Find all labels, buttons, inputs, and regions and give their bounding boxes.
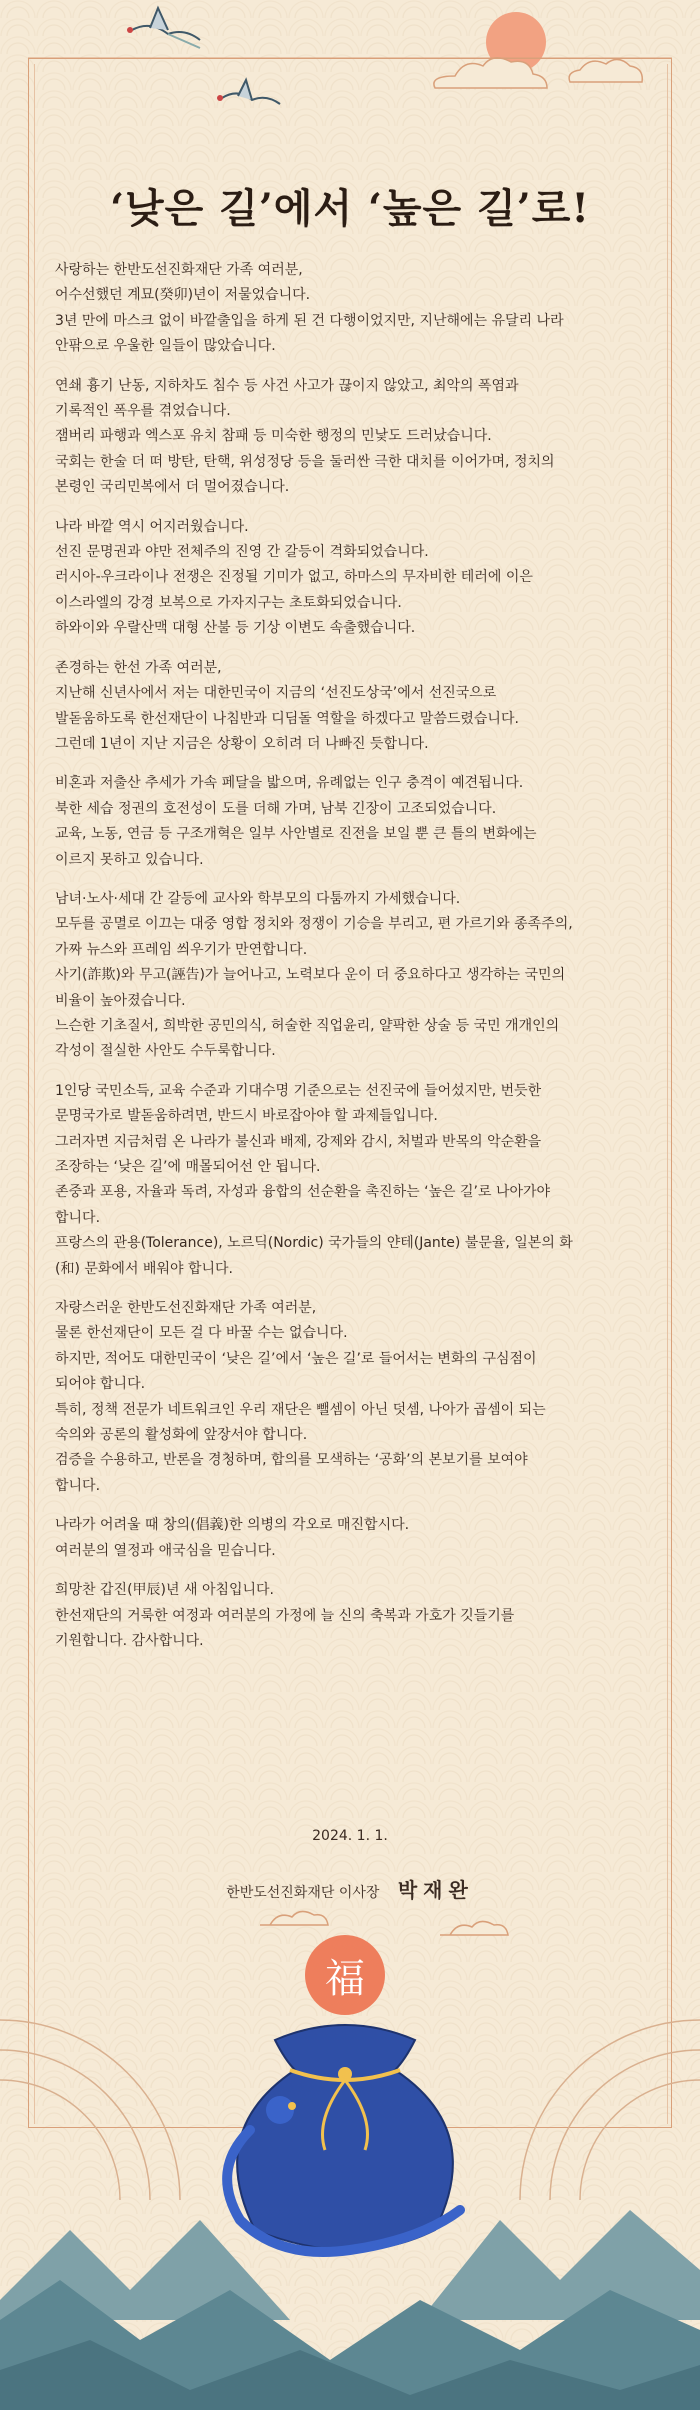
letter-line: 조장하는 ‘낮은 길’에 매몰되어선 안 됩니다. bbox=[55, 1159, 321, 1175]
letter-line: 숙의와 공론의 활성화에 앞장서야 합니다. bbox=[55, 1427, 308, 1444]
letter-line: 기록적인 폭우를 겪었습니다. bbox=[55, 403, 231, 420]
letter-line: 자랑스러운 한반도선진화재단 가족 여러분, bbox=[55, 1300, 317, 1317]
letter-line: 사기(詐欺)와 무고(誣告)가 늘어나고, 노력보다 운이 더 중요하다고 생각하는 국민의 bbox=[55, 967, 566, 984]
letter-line: 가짜 뉴스와 프레임 씌우기가 만연합니다. bbox=[55, 941, 308, 958]
letter-line: 기원합니다. 감사합니다. bbox=[55, 1632, 204, 1649]
letter-line: 검증을 수용하고, 반론을 경청하며, 합의를 모색하는 ‘공화’의 본보기를 보여야 bbox=[55, 1452, 528, 1469]
lucky-bag-icon bbox=[237, 2025, 453, 2250]
letter-line: 지난해 신년사에서 저는 대한민국이 지금의 ‘선진도상국’에서 선진국으로 bbox=[55, 685, 497, 702]
letter-line: 되어야 합니다. bbox=[55, 1376, 146, 1393]
letter-line: 희망찬 갑진(甲辰)년 새 아침입니다. bbox=[55, 1582, 275, 1599]
letter-line: 잼버리 파행과 엑스포 유치 참패 등 미숙한 행정의 민낯도 드러났습니다. bbox=[55, 428, 492, 445]
letter-line: 어수선했던 계묘(癸卯)년이 저물었습니다. bbox=[55, 287, 311, 304]
letter-paragraph bbox=[55, 887, 655, 1065]
letter-line: 합니다. bbox=[55, 1209, 101, 1226]
letter-line: 느슨한 기초질서, 희박한 공민의식, 허술한 직업윤리, 얄팍한 상술 등 국민 개개인의 bbox=[55, 1017, 560, 1034]
letter-date: 2024. 1. 1. bbox=[312, 1828, 388, 1844]
letter-paragraph bbox=[55, 771, 655, 873]
letter-line: 사랑하는 한반도선진화재단 가족 여러분, bbox=[55, 262, 303, 278]
letter-line: 비율이 높아졌습니다. bbox=[55, 992, 186, 1009]
letter-paragraph bbox=[55, 258, 655, 360]
letter-line: 합니다. bbox=[55, 1477, 101, 1494]
letter-line: 그런데 1년이 지난 지금은 상황이 오히려 더 나빠진 듯합니다. bbox=[55, 735, 429, 752]
letter-line: 여러분의 열정과 애국심을 믿습니다. bbox=[55, 1542, 276, 1559]
letter-line: 연쇄 흉기 난동, 지하차도 침수 등 사건 사고가 끊이지 않았고, 최악의 폭염과 bbox=[55, 377, 519, 394]
letter-line: 선진 문명권과 야만 전체주의 진영 간 갈등이 격화되었습니다. bbox=[55, 544, 429, 561]
letter-line: (和) 문화에서 배워야 합니다. bbox=[55, 1260, 233, 1277]
emblem-icon: 福 bbox=[325, 1956, 365, 2002]
letter-line: 나라가 어려울 때 창의(倡義)한 의병의 각오로 매진합시다. bbox=[55, 1517, 410, 1534]
letter-line: 안팎으로 우울한 일들이 많았습니다. bbox=[55, 338, 276, 355]
letter-paragraph bbox=[55, 1513, 655, 1564]
letter-body bbox=[55, 258, 655, 1668]
letter-line: 이르지 못하고 있습니다. bbox=[55, 851, 204, 868]
letter-paragraph bbox=[55, 1079, 655, 1282]
letter-line: 나라 바깥 역시 어지러웠습니다. bbox=[55, 518, 249, 535]
letter-line: 각성이 절실한 사안도 수두룩합니다. bbox=[55, 1043, 276, 1060]
letter-paragraph bbox=[55, 374, 655, 501]
letter-line: 한선재단의 거룩한 여정과 여러분의 가정에 늘 신의 축복과 가호가 깃들기를 bbox=[55, 1607, 515, 1624]
letter-line: 존중과 포용, 자율과 독려, 자성과 융합의 선순환을 촉진하는 ‘높은 길’로 나아가야 bbox=[55, 1184, 551, 1201]
letter-line: 본령인 국리민복에서 더 멀어졌습니다. bbox=[55, 479, 290, 496]
crane-icon bbox=[127, 8, 200, 48]
letter-line: 교육, 노동, 연금 등 구조개혁은 일부 사안별로 진전을 보일 뿐 큰 틀의 변화에는 bbox=[55, 826, 537, 843]
letter-paragraph bbox=[55, 515, 655, 642]
letter-line: 물론 한선재단이 모든 걸 다 바꿀 수는 없습니다. bbox=[55, 1325, 348, 1342]
letter-line: 프랑스의 관용(Tolerance), 노르딕(Nordic) 국가들의 얀테(Jante) 불문율, 일본의 화 bbox=[55, 1235, 573, 1252]
bottom-decoration bbox=[0, 1890, 700, 2410]
letter-line: 하와이와 우랄산맥 대형 산불 등 기상 이변도 속출했습니다. bbox=[55, 620, 416, 637]
letter-line: 3년 만에 마스크 없이 바깥출입을 하게 된 건 다행이었지만, 지난해에는 유달리 나라 bbox=[55, 312, 564, 329]
letter-line: 1인당 국민소득, 교육 수준과 기대수명 기준으로는 선진국에 들어섰지만, 번듯한 bbox=[55, 1082, 542, 1099]
letter-line: 모두를 공멸로 이끄는 대중 영합 정치와 정쟁이 기승을 부리고, 편 가르기와 종족주의, bbox=[55, 916, 573, 933]
letter-line: 하지만, 적어도 대한민국이 ‘낮은 길’에서 ‘높은 길’로 들어서는 변화의 구심점이 bbox=[55, 1350, 537, 1367]
letter-line: 그러자면 지금처럼 온 나라가 불신과 배제, 강제와 감시, 처벌과 반목의 악순환을 bbox=[55, 1133, 542, 1150]
signature-title: 한반도선진화재단 이사장 bbox=[226, 1885, 380, 1901]
letter-paragraph bbox=[55, 1296, 655, 1499]
letter-paragraph bbox=[55, 1578, 655, 1654]
letter-line: 문명국가로 발돋움하려면, 반드시 바로잡아야 할 과제들입니다. bbox=[55, 1108, 438, 1125]
letter-line: 러시아-우크라이나 전쟁은 진정될 기미가 없고, 하마스의 무자비한 테러에 이은 bbox=[55, 569, 533, 586]
letter-line: 특히, 정책 전문가 네트워크인 우리 재단은 뺄셈이 아닌 덧셈, 나아가 곱셈이 되는 bbox=[55, 1401, 546, 1418]
cloud-icon bbox=[260, 1911, 508, 1935]
letter-line: 남녀·노사·세대 간 갈등에 교사와 학부모의 다툼까지 가세했습니다. bbox=[55, 890, 461, 907]
letter-line: 비혼과 저출산 추세가 가속 페달을 밟으며, 유례없는 인구 충격이 예견됩니다. bbox=[55, 775, 524, 792]
letter-paragraph bbox=[55, 656, 655, 758]
signature-name: 박재완 bbox=[397, 1878, 474, 1902]
letter-line: 발돋움하도록 한선재단이 나침반과 디딤돌 역할을 하겠다고 말씀드렸습니다. bbox=[55, 710, 519, 727]
letter-line: 북한 세습 정권의 호전성이 도를 더해 가며, 남북 긴장이 고조되었습니다. bbox=[55, 800, 497, 817]
page-title: ‘낮은 길’에서 ‘높은 길’로! bbox=[110, 184, 590, 232]
letter-line: 존경하는 한선 가족 여러분, bbox=[55, 659, 222, 676]
letter-line: 국회는 한술 더 떠 방탄, 탄핵, 위성정당 등을 둘러싼 극한 대치를 이어가며, 정치의 bbox=[55, 453, 555, 470]
letter-line: 이스라엘의 강경 보복으로 가자지구는 초토화되었습니다. bbox=[55, 594, 402, 611]
